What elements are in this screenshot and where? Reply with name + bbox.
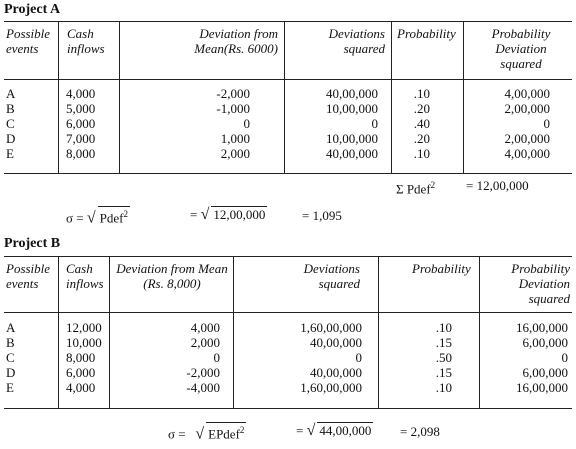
b-cell: 40,00,000	[310, 335, 362, 350]
b-cell: C	[6, 350, 15, 365]
a-cell: -2,000	[216, 86, 250, 101]
a-cell: 2,00,000	[504, 101, 550, 116]
sqrt-icon: √ Pdef$^2$	[87, 206, 130, 225]
a-formula-result: = 1,095	[302, 208, 342, 223]
b-header-probability: Probability	[412, 261, 471, 276]
b-cell: -4,000	[186, 380, 220, 395]
a-header-probability: Probability	[397, 26, 456, 41]
a-cell: 5,000	[66, 101, 96, 116]
b-cell: 8,000	[66, 350, 96, 365]
b-cell: -2,000	[186, 365, 220, 380]
b-cell: E	[6, 380, 14, 395]
a-cell: 10,00,000	[326, 131, 378, 146]
a-cell: 0	[243, 116, 250, 131]
b-cell: 16,00,000	[516, 320, 568, 335]
a-cell: 2,000	[220, 146, 250, 161]
a-header-cash: Cash inflows	[67, 26, 105, 56]
a-cell: D	[6, 131, 16, 146]
b-cell: .10	[435, 320, 452, 335]
b-header-deviation: Deviation from Mean (Rs. 8,000)	[116, 261, 228, 291]
a-cell: .10	[413, 146, 430, 161]
b-header-cash: Cash inflows	[66, 261, 104, 291]
b-cell: A	[6, 320, 16, 335]
a-cell: 10,00,000	[326, 101, 378, 116]
b-cell: 0	[213, 350, 220, 365]
b-sigma-formula: σ = √ EPdef$^2$	[168, 422, 246, 441]
b-cell: .10	[435, 380, 452, 395]
a-cell: C	[6, 116, 15, 131]
b-cell: .50	[435, 350, 452, 365]
b-cell: 1,60,00,000	[300, 380, 362, 395]
b-cell: 4,000	[66, 380, 96, 395]
a-cell: 0	[371, 116, 378, 131]
b-cell: 6,00,000	[522, 365, 568, 380]
b-header-events: Possible events	[6, 261, 51, 291]
b-cell: 0	[355, 350, 362, 365]
b-cell: 6,000	[66, 365, 96, 380]
a-cell: -1,000	[216, 101, 250, 116]
a-cell: 2,00,000	[504, 131, 550, 146]
project-b-title: Project B	[4, 236, 61, 251]
b-cell: .15	[435, 365, 452, 380]
a-cell: B	[6, 101, 15, 116]
project-a-title: Project A	[4, 2, 61, 17]
a-cell: .40	[413, 116, 430, 131]
b-formula-result: = 2,098	[400, 424, 440, 439]
sqrt-icon: √ 44,00,000	[306, 422, 372, 439]
a-sum-label: Σ Pdef$^2$	[396, 180, 436, 197]
a-sum-value: = 12,00,000	[466, 178, 529, 193]
a-cell: 7,000	[66, 131, 96, 146]
a-cell: 6,000	[66, 116, 96, 131]
b-cell: 6,00,000	[522, 335, 568, 350]
b-cell: 4,000	[190, 320, 220, 335]
b-cell: 40,00,000	[310, 365, 362, 380]
a-cell: 1,000	[220, 131, 250, 146]
a-sigma-formula: σ = √ Pdef$^2$	[66, 206, 130, 225]
b-cell: 1,60,00,000	[300, 320, 362, 335]
a-cell: 8,000	[66, 146, 96, 161]
a-header-deviation: Deviation from Mean(Rs. 6000)	[194, 26, 278, 56]
b-cell: B	[6, 335, 15, 350]
b-formula-step: = √ 44,00,000	[296, 422, 372, 439]
a-cell: E	[6, 146, 14, 161]
sqrt-icon: √ EPdef$^2$	[195, 422, 246, 441]
b-cell: .15	[435, 335, 452, 350]
a-header-prob-dev-sq: Probability Deviation squared	[491, 26, 551, 71]
b-header-dev-squared: Deviations squared	[303, 261, 360, 291]
a-cell: 0	[543, 116, 550, 131]
a-cell: .10	[413, 86, 430, 101]
a-cell: 4,000	[66, 86, 96, 101]
a-cell: .20	[413, 101, 430, 116]
b-header-prob-dev-sq: Probability Deviation squared	[511, 261, 570, 306]
a-header-events: Possible events	[6, 26, 51, 56]
b-cell: 12,000	[66, 320, 102, 335]
b-cell: D	[6, 365, 16, 380]
b-cell: 2,000	[190, 335, 220, 350]
a-cell: 40,00,000	[326, 86, 378, 101]
sqrt-icon: √ 12,00,000	[200, 206, 266, 223]
a-cell: A	[6, 86, 16, 101]
a-cell: 4,00,000	[504, 146, 550, 161]
a-header-dev-squared: Deviations squared	[328, 26, 385, 56]
b-cell: 10,000	[66, 335, 102, 350]
a-cell: 4,00,000	[504, 86, 550, 101]
b-cell: 16,00,000	[516, 380, 568, 395]
b-cell: 0	[561, 350, 568, 365]
a-cell: .20	[413, 131, 430, 146]
a-cell: 40,00,000	[326, 146, 378, 161]
a-formula-step: = √ 12,00,000	[190, 206, 266, 223]
